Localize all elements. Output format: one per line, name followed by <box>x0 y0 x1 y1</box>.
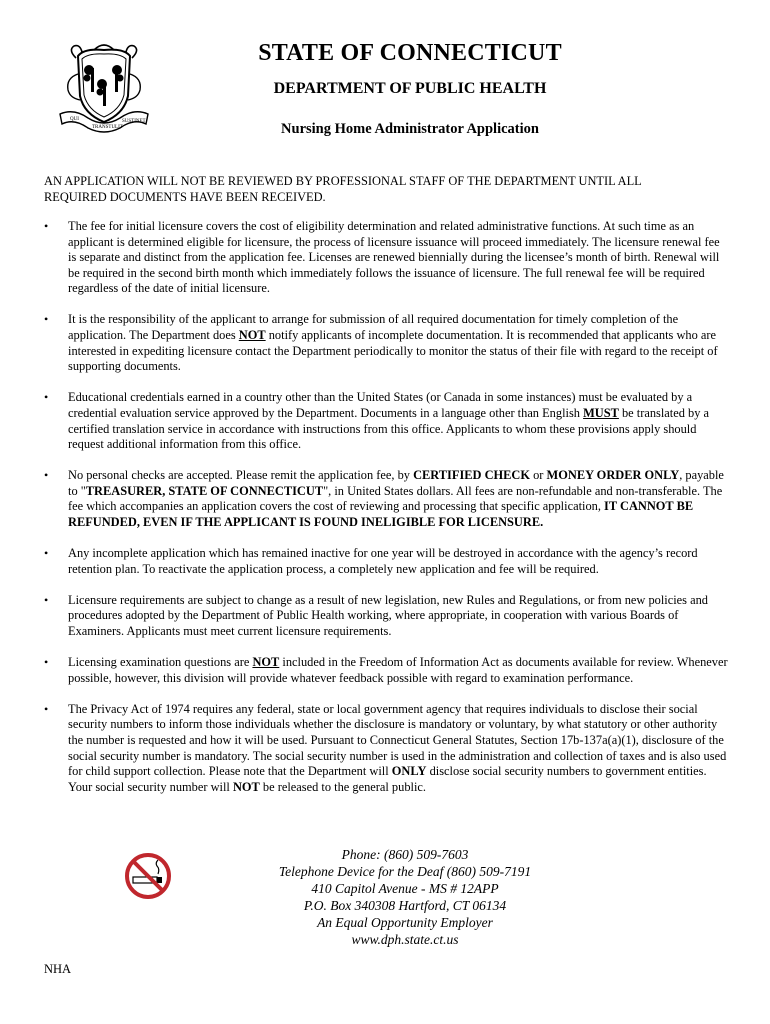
tdd-text: Telephone Device for the Deaf (860) 509-7191 <box>278 864 532 879</box>
list-item <box>44 312 730 374</box>
list-item-text: The fee for initial licensure covers the cost of eligibility determination and related administrative functions. At such time as an applicant is determined eligible for licensure, the process of licensure issuance will proceed immediately. The licensure renewal fee is separate and distinct from the application fee. Licenses are renewed biennially during the licensee’s month of birth. Renewal will be required in the second birth month which immediately follows the issuance of licensure. The full renewal fee will be required regardless of the date of initial licensure. <box>68 219 720 296</box>
list-item <box>44 655 730 686</box>
list-item-text: notify applicants of incomplete documentation. It is recommended that applicants who are interested in expediting licensure contact the Department periodically to monitor the status of their file with regard to the receipt of supporting documents. <box>68 328 718 374</box>
page-title: STATE OF CONNECTICUT <box>258 40 562 66</box>
bullet-icon: • <box>44 655 49 670</box>
emphasis-text: MONEY ORDER ONLY <box>546 468 680 483</box>
emphasis-text: NOT <box>232 779 260 794</box>
seal-motto-text: QUI <box>70 117 79 122</box>
po-box-text: P.O. Box 340308 Hartford, CT 06134 <box>303 898 507 913</box>
emphasis-text: TREASURER, STATE OF CONNECTICUT <box>85 483 324 498</box>
emphasis-text: ONLY <box>391 764 427 779</box>
list-item-text: disclose social security numbers to government entities. Your social security number will <box>68 764 707 794</box>
list-item-text: No personal checks are accepted. Please remit the application fee, by <box>68 468 414 483</box>
list-item-text: The Privacy Act of 1974 requires any federal, state or local government agency that requires individuals to disclose their social security numbers to inform those individuals whether the disclosure is mandatory or voluntary, by what statutory or other authority the number is requested and how it will be used. Pursuant to Connecticut General Statutes, Section 17b-137a(a)(1), disclosure of the social security number is mandatory. The social security number is used in the administration and collection of taxes and is also used for child support collection. Please note that the Department will <box>68 701 727 779</box>
list-item-text: Educational credentials earned in a country other than the United States (or Canada in some instances) must be evaluated by a credential evaluation service approved by the Department. Documents in a language other than English <box>68 390 693 420</box>
list-item-text: It is the responsibility of the applicant to arrange for submission of all required documentation for timely completion of the application. The Department does <box>68 312 679 343</box>
eoe-text: An Equal Opportunity Employer <box>317 915 493 930</box>
list-item <box>44 702 730 796</box>
seal-motto-text: SUSTINET <box>122 119 146 124</box>
department-name: DEPARTMENT OF PUBLIC HEALTH <box>273 80 547 97</box>
state-seal-icon <box>54 38 154 138</box>
contact-block <box>240 846 570 948</box>
bullet-icon: • <box>44 312 49 327</box>
bullet-icon: • <box>44 219 49 233</box>
list-item-text: Any incomplete application which has remained inactive for one year will be destroyed in accordance with the agency’s record retention plan. To reactivate the application process, a completely new application and fee will be required. <box>68 546 698 576</box>
no-smoking-icon <box>124 852 172 900</box>
list-item <box>44 219 730 297</box>
seal-motto-text: TRANSTULIT <box>92 125 123 130</box>
list-item-text: be translated by a certified translation service in accordance with instructions from this office. Applicants to whom these provisions apply should request additional information from this office. <box>68 405 710 452</box>
list-item <box>44 593 730 640</box>
bullet-icon: • <box>44 468 49 483</box>
list-item-text: ", in United States dollars. All fees are non-refundable and non-transferable. The fee which accompanies an application covers the cost of reviewing and processing that specific application, <box>68 483 723 514</box>
bullet-icon: • <box>44 546 49 561</box>
address-text: 410 Capitol Avenue - MS # 12APP <box>311 881 499 896</box>
list-item-text: included in the Freedom of Information Act as documents available for review. Whenever possible, however, this division will provide whatever feedback possible with regard to examination performance. <box>68 655 728 685</box>
form-code: NHA <box>44 962 72 976</box>
website-link[interactable]: www.dph.state.ct.us <box>351 932 459 947</box>
emphasis-text: CERTIFIED CHECK <box>413 468 531 483</box>
list-item <box>44 546 730 577</box>
emphasis-text: MUST <box>583 405 619 420</box>
application-title: Nursing Home Administrator Application <box>281 121 539 137</box>
list-item-text: or <box>530 468 547 483</box>
list-item-text: Licensing examination questions are <box>68 655 253 670</box>
list-item-text: , payable to " <box>68 468 724 498</box>
review-notice: AN APPLICATION WILL NOT BE REVIEWED BY PROFESSIONAL STAFF OF THE DEPARTMENT UNTIL ALL REQUIRED DOCUMENTS HAVE BEEN RECEIVED. <box>44 174 642 204</box>
emphasis-text: IT CANNOT BE REFUNDED, EVEN IF THE APPLICANT IS FOUND INELIGIBLE FOR LICENSURE. <box>68 499 694 529</box>
emphasis-text: NOT <box>252 655 280 670</box>
list-item-text: Licensure requirements are subject to change as a result of new legislation, new Rules and Regulations, or from new policies and procedures adopted by the Department of Public Health working, where appropriate, in cooperation with various Boards of Examiners. Applicants must meet current licensure requirements. <box>68 592 708 638</box>
bullet-icon: • <box>44 592 49 607</box>
bullet-icon: • <box>44 701 49 716</box>
list-item <box>44 468 730 530</box>
emphasis-text: NOT <box>238 328 266 343</box>
bullet-icon: • <box>44 390 49 405</box>
requirements-list <box>44 219 730 811</box>
phone-text: Phone: (860) 509-7603 <box>341 847 469 862</box>
list-item <box>44 390 730 452</box>
list-item-text: be released to the general public. <box>259 779 426 794</box>
